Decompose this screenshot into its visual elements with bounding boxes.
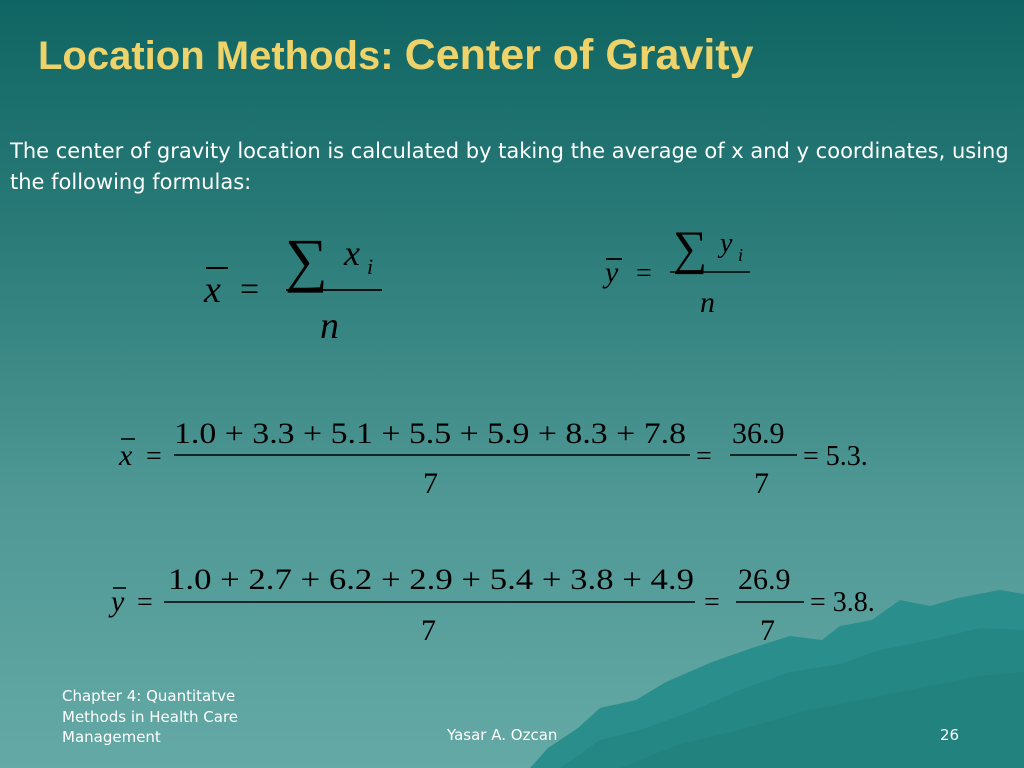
numerator-variable: x — [344, 233, 360, 273]
equals-sign-2: = — [696, 441, 712, 472]
numerator-variable: y — [720, 228, 733, 259]
footer-course-title: Chapter 4: Quantitatve Methods in Health Care Management — [62, 687, 239, 746]
y-bar-symbol: y — [111, 585, 125, 618]
x-bar-formula — [203, 227, 382, 347]
equals-sign: = — [146, 441, 162, 472]
y-bar-formula — [602, 222, 750, 319]
equals-sign: = — [240, 271, 260, 308]
numerator-subscript: i — [738, 245, 744, 265]
result: = 5.3. — [803, 441, 868, 472]
sum-total: 26.9 — [738, 563, 791, 596]
sum-symbol: ∑ — [285, 227, 328, 293]
equals-sign: = — [636, 258, 652, 289]
x-bar-calculation — [118, 417, 868, 500]
sum-symbol: ∑ — [673, 222, 708, 275]
x-bar-symbol: x — [204, 269, 221, 311]
y-bar-calculation — [108, 563, 875, 647]
denominator: 7 — [423, 467, 438, 500]
sum-numerator: 1.0 + 3.3 + 5.1 + 5.5 + 5.9 + 8.3 + 7.8 — [174, 417, 686, 450]
title-part-2: Center of Gravity — [404, 31, 754, 79]
y-bar-symbol: y — [605, 256, 619, 289]
denominator-2: 7 — [760, 614, 775, 647]
sum-numerator: 1.0 + 2.7 + 6.2 + 2.9 + 5.4 + 3.8 + 4.9 — [168, 563, 694, 596]
equals-sign-2: = — [704, 587, 720, 618]
denominator-2: 7 — [754, 467, 769, 500]
title-part-1: Location Methods: — [38, 34, 405, 78]
x-bar-symbol: x — [119, 439, 133, 472]
result: = 3.8. — [810, 587, 875, 618]
numerator-subscript: i — [367, 254, 374, 279]
footer-author: Yasar A. Ozcan — [447, 726, 558, 744]
intro-paragraph: The center of gravity location is calculated by taking the average of x and y coordinates, using the following formulas: — [10, 139, 1009, 194]
denominator-n: n — [320, 305, 339, 347]
equals-sign: = — [137, 587, 153, 618]
sum-total: 36.9 — [732, 417, 785, 450]
denominator: 7 — [421, 614, 436, 647]
footer-page-number: 26 — [940, 726, 960, 744]
denominator-n: n — [700, 286, 715, 319]
